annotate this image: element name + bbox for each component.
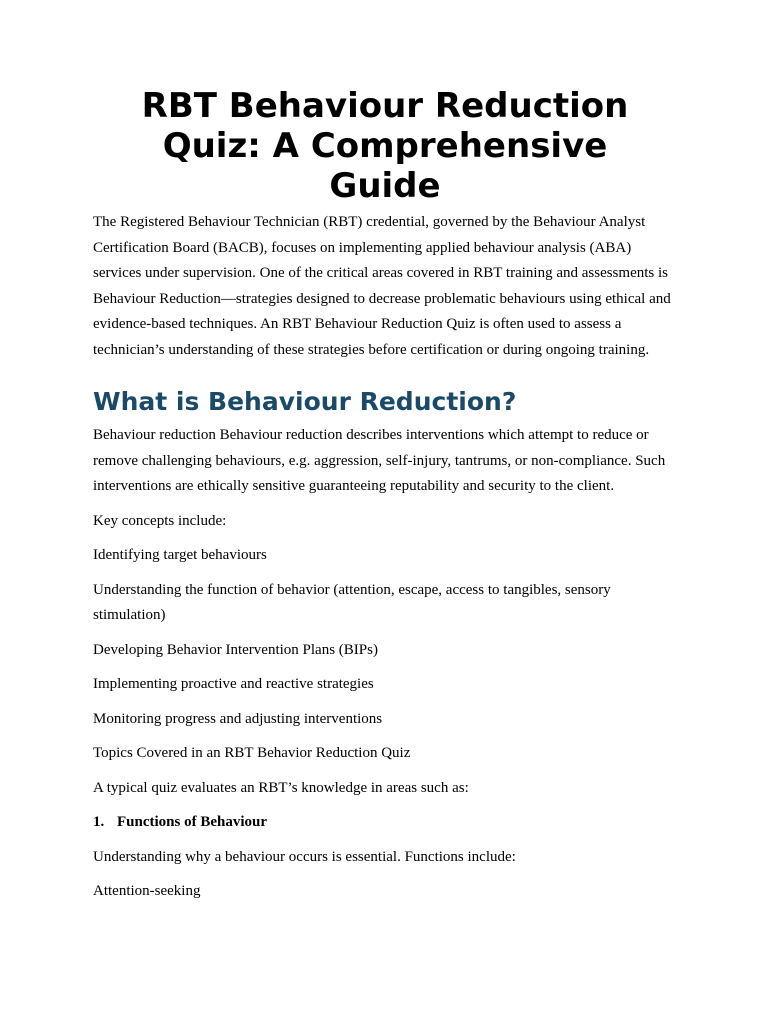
function-item: Attention-seeking xyxy=(93,883,201,899)
typical-quiz-line: A typical quiz evaluates an RBT’s knowledge in areas such as: xyxy=(93,779,469,796)
document-content xyxy=(93,86,677,905)
concept-item: Monitoring progress and adjusting interventions xyxy=(93,710,383,727)
behaviour-reduction-paragraph: Behaviour reduction Behaviour reduction describes interventions which attempt to reduce or remove challenging behaviours, e.g. aggression, self-injury, tantrums, or non-compliance. Such interventions are ethically sensitive guaranteeing reputability and security to the client. xyxy=(93,427,666,494)
topics-line: Topics Covered in an RBT Behavior Reduction Quiz xyxy=(93,745,411,761)
section-heading-behaviour-reduction: What is Behaviour Reduction? xyxy=(93,387,517,416)
concept-item: Developing Behavior Intervention Plans (BIPs) xyxy=(93,641,378,658)
key-concepts-label: Key concepts include: xyxy=(93,512,227,529)
numbered-heading-functions xyxy=(93,810,677,836)
concept-item: Understanding the function of behavior (attention, escape, access to tangibles, sensory stimulation) xyxy=(93,581,611,623)
concept-item: Implementing proactive and reactive strategies xyxy=(93,676,374,692)
list-number: 1. xyxy=(93,814,105,830)
concept-item: Identifying target behaviours xyxy=(93,547,267,563)
intro-paragraph: The Registered Behaviour Technician (RBT) credential, governed by the Behaviour Analyst Certification Board (BACB), focuses on implementing applied behaviour analysis (ABA) services under supervision. One of the critical areas covered in RBT training and assessments is Behaviour Reduction—strategies designed to decrease problematic behaviours using ethical and evidence-based techniques. An RBT Behaviour Reduction Quiz is often used to assess a technician’s understanding of these strategies before certification or during ongoing training. xyxy=(93,214,671,358)
functions-intro: Understanding why a behaviour occurs is essential. Functions include: xyxy=(93,848,516,865)
numbered-heading-label: Functions of Behaviour xyxy=(117,814,268,830)
document-title: RBT Behaviour Reduction Quiz: A Comprehensive Guide xyxy=(141,86,629,206)
